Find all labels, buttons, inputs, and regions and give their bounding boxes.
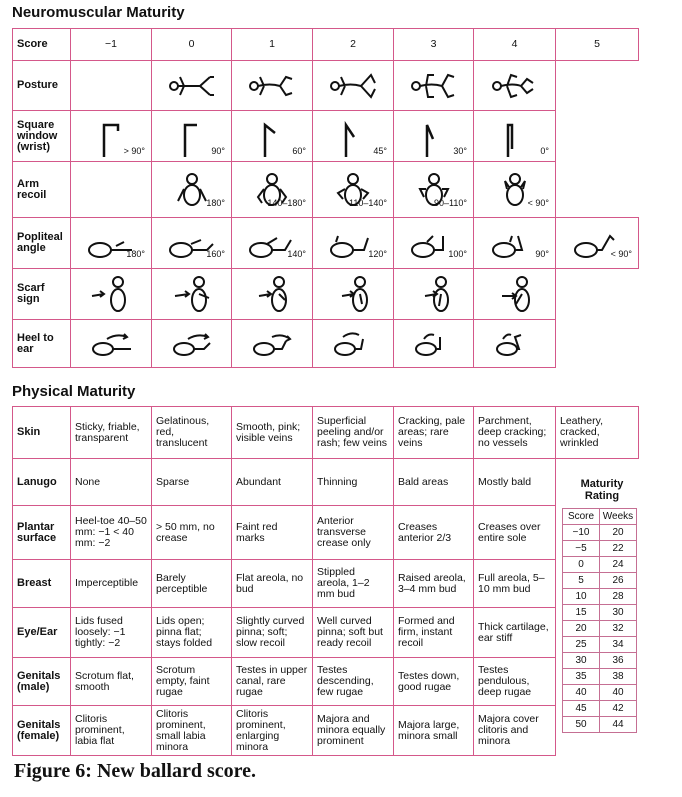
- posture-cell: [474, 61, 556, 111]
- angle-annotation: 110–140°: [349, 197, 387, 208]
- scarf-sign-cell: [394, 269, 474, 320]
- plantar-label: Plantar surface: [13, 506, 71, 560]
- heel-to-ear-row: [13, 320, 639, 368]
- wrist-figure: [257, 119, 287, 159]
- arm-recoil-cell: [556, 162, 639, 218]
- angle-annotation: 30°: [453, 145, 467, 156]
- genitals-female-label: Genitals (female): [13, 706, 71, 756]
- maturity-score: 15: [563, 605, 600, 621]
- maturity-row: [563, 573, 637, 589]
- figure-caption: Figure 6: New ballard score.: [14, 760, 257, 782]
- heel-to-ear-cell: [152, 320, 232, 368]
- arm-recoil-label: Arm recoil: [13, 162, 71, 218]
- popliteal-cell: [71, 218, 152, 269]
- wrist-figure: [338, 119, 368, 159]
- scarf-sign-row: [13, 269, 639, 320]
- lanugo-cell: Abundant: [232, 459, 313, 506]
- maturity-row: [563, 589, 637, 605]
- neuromuscular-title: Neuromuscular Maturity: [12, 4, 185, 21]
- maturity-score: 20: [563, 621, 600, 637]
- maturity-weeks: 26: [600, 573, 637, 589]
- arm-recoil-cell: [313, 162, 394, 218]
- score-label: Score: [13, 29, 71, 61]
- popliteal-cell: [556, 218, 639, 269]
- popliteal-label: Popliteal angle: [13, 218, 71, 269]
- physical-maturity-table: [12, 406, 639, 756]
- plantar-cell: Faint red marks: [232, 506, 313, 560]
- posture-cell: [152, 61, 232, 111]
- scarf-figure: [330, 274, 376, 314]
- posture-figure: [246, 71, 298, 101]
- scarf-sign-cell: [313, 269, 394, 320]
- eye-ear-cell: Formed and firm, instant recoil: [394, 608, 474, 658]
- posture-figure: [408, 71, 460, 101]
- plantar-cell: Creases over entire sole: [474, 506, 556, 560]
- lanugo-cell: Thinning: [313, 459, 394, 506]
- genitals-male-label: Genitals (male): [13, 658, 71, 706]
- maturity-weeks: 24: [600, 557, 637, 573]
- physical-title: Physical Maturity: [12, 383, 136, 400]
- wrist-figure: [419, 119, 449, 159]
- skin-row: [13, 407, 639, 459]
- score-5: 5: [556, 29, 639, 61]
- genitals-female-cell: Clitoris prominent, labia flat: [71, 706, 152, 756]
- popliteal-cell: [152, 218, 232, 269]
- maturity-row: [563, 621, 637, 637]
- posture-cell: [313, 61, 394, 111]
- square-window-cell: [313, 111, 394, 162]
- square-window-cell: [232, 111, 313, 162]
- maturity-score: −5: [563, 541, 600, 557]
- genitals-female-cell: Majora large, minora small: [394, 706, 474, 756]
- square-window-cell: [474, 111, 556, 162]
- angle-annotation: 45°: [373, 145, 387, 156]
- plantar-cell: Heel-toe 40–50 mm: −1 < 40 mm: −2: [71, 506, 152, 560]
- lanugo-cell: Sparse: [152, 459, 232, 506]
- genitals-male-cell: Scrotum empty, faint rugae: [152, 658, 232, 706]
- maturity-row: [563, 637, 637, 653]
- angle-annotation: > 90°: [123, 145, 145, 156]
- skin-cell: Parchment, deep cracking; no vessels: [474, 407, 556, 459]
- maturity-score: 10: [563, 589, 600, 605]
- breast-cell: Flat areola, no bud: [232, 560, 313, 608]
- genitals-female-cell: Majora cover clitoris and minora: [474, 706, 556, 756]
- skin-cell: Cracking, pale areas; rare veins: [394, 407, 474, 459]
- arm-recoil-figure: [174, 171, 210, 211]
- angle-annotation: 120°: [368, 249, 387, 259]
- skin-cell: Leathery, cracked, wrinkled: [556, 407, 639, 459]
- posture-cell: [394, 61, 474, 111]
- heel-to-ear-figure: [87, 329, 135, 359]
- maturity-row: [563, 669, 637, 685]
- posture-row: [13, 61, 639, 111]
- maturity-weeks: 42: [600, 701, 637, 717]
- maturity-rating-title: Maturity Rating: [580, 478, 624, 502]
- scarf-figure: [249, 274, 295, 314]
- score-4: 4: [474, 29, 556, 61]
- maturity-weeks: 30: [600, 605, 637, 621]
- square-window-label: Square window (wrist): [13, 111, 71, 162]
- skin-cell: Gelatinous, red, translucent: [152, 407, 232, 459]
- posture-cell: [232, 61, 313, 111]
- maturity-row: [563, 605, 637, 621]
- scarf-sign-cell: [232, 269, 313, 320]
- popliteal-cell: [474, 218, 556, 269]
- angle-annotation: 90°: [211, 145, 225, 156]
- heel-to-ear-cell: [556, 320, 639, 368]
- maturity-weeks: 28: [600, 589, 637, 605]
- eye-ear-row: [13, 608, 639, 658]
- plantar-cell: Creases anterior 2/3: [394, 506, 474, 560]
- square-window-cell: [394, 111, 474, 162]
- maturity-score: −10: [563, 525, 600, 541]
- genitals-male-cell: Scrotum flat, smooth: [71, 658, 152, 706]
- lanugo-cell: Mostly bald: [474, 459, 556, 506]
- maturity-row: [563, 701, 637, 717]
- maturity-row: [563, 653, 637, 669]
- posture-label: Posture: [13, 61, 71, 111]
- maturity-weeks: 44: [600, 717, 637, 733]
- square-window-cell: [71, 111, 152, 162]
- angle-annotation: 90–110°: [434, 197, 467, 208]
- scarf-sign-cell: [474, 269, 556, 320]
- skin-label: Skin: [13, 407, 71, 459]
- maturity-score: 45: [563, 701, 600, 717]
- wrist-figure: [177, 119, 207, 159]
- maturity-weeks: 32: [600, 621, 637, 637]
- angle-annotation: 60°: [292, 145, 306, 156]
- arm-recoil-cell: [232, 162, 313, 218]
- posture-cell: [71, 61, 152, 111]
- scarf-sign-cell: [71, 269, 152, 320]
- arm-recoil-cell: [71, 162, 152, 218]
- arm-recoil-row: [13, 162, 639, 218]
- maturity-row: [563, 685, 637, 701]
- angle-annotation: 160°: [206, 249, 225, 259]
- genitals-female-row: [13, 706, 639, 756]
- score-2: 2: [313, 29, 394, 61]
- breast-row: [13, 560, 639, 608]
- heel-to-ear-cell: [394, 320, 474, 368]
- square-window-cell: [556, 111, 639, 162]
- skin-cell: Superficial peeling and/or rash; few veins: [313, 407, 394, 459]
- maturity-weeks: 34: [600, 637, 637, 653]
- heel-to-ear-figure: [168, 329, 216, 359]
- maturity-score-header: Score: [563, 509, 600, 525]
- scarf-sign-cell: [152, 269, 232, 320]
- genitals-male-cell: Testes in upper canal, rare rugae: [232, 658, 313, 706]
- maturity-score: 0: [563, 557, 600, 573]
- lanugo-label: Lanugo: [13, 459, 71, 506]
- genitals-male-cell: Testes descending, few rugae: [313, 658, 394, 706]
- popliteal-cell: [394, 218, 474, 269]
- heel-to-ear-figure: [248, 329, 296, 359]
- wrist-figure: [96, 119, 126, 159]
- angle-annotation: 0°: [540, 145, 549, 156]
- plantar-row: [13, 506, 639, 560]
- lanugo-cell: None: [71, 459, 152, 506]
- heel-to-ear-figure: [491, 329, 539, 359]
- maturity-score: 35: [563, 669, 600, 685]
- neuromuscular-table: [12, 28, 639, 368]
- maturity-score: 50: [563, 717, 600, 733]
- skin-cell: Sticky, friable, transparent: [71, 407, 152, 459]
- breast-cell: Imperceptible: [71, 560, 152, 608]
- score-row: [13, 29, 639, 61]
- scarf-figure: [411, 274, 457, 314]
- eye-ear-label: Eye/Ear: [13, 608, 71, 658]
- breast-label: Breast: [13, 560, 71, 608]
- plantar-cell: Anterior transverse crease only: [313, 506, 394, 560]
- posture-figure: [166, 71, 218, 101]
- angle-annotation: 180°: [126, 249, 145, 259]
- lanugo-cell: Bald areas: [394, 459, 474, 506]
- breast-cell: Stippled areola, 1–2 mm bud: [313, 560, 394, 608]
- breast-cell: Full areola, 5–10 mm bud: [474, 560, 556, 608]
- heel-to-ear-cell: [232, 320, 313, 368]
- maturity-rating-table: [562, 508, 637, 733]
- square-window-row: [13, 111, 639, 162]
- heel-to-ear-label: Heel to ear: [13, 320, 71, 368]
- heel-to-ear-cell: [474, 320, 556, 368]
- eye-ear-cell: Well curved pinna; soft but ready recoil: [313, 608, 394, 658]
- heel-to-ear-cell: [71, 320, 152, 368]
- genitals-female-cell: Clitoris prominent, small labia minora: [152, 706, 232, 756]
- heel-to-ear-cell: [313, 320, 394, 368]
- maturity-weeks-header: Weeks: [600, 509, 637, 525]
- genitals-female-cell: Majora and minora equally prominent: [313, 706, 394, 756]
- eye-ear-cell: Thick cartilage, ear stiff: [474, 608, 556, 658]
- wrist-figure: [500, 119, 530, 159]
- maturity-row: [563, 525, 637, 541]
- posture-cell: [556, 61, 639, 111]
- heel-to-ear-figure: [329, 329, 377, 359]
- scarf-sign-label: Scarf sign: [13, 269, 71, 320]
- angle-annotation: 100°: [448, 249, 467, 259]
- breast-cell: Barely perceptible: [152, 560, 232, 608]
- genitals-male-row: [13, 658, 639, 706]
- angle-annotation: 180°: [206, 197, 225, 208]
- maturity-row: [563, 557, 637, 573]
- maturity-weeks: 20: [600, 525, 637, 541]
- maturity-header-row: [563, 509, 637, 525]
- scarf-figure: [88, 274, 134, 314]
- scarf-figure: [169, 274, 215, 314]
- genitals-male-cell: Testes pendulous, deep rugae: [474, 658, 556, 706]
- popliteal-cell: [313, 218, 394, 269]
- plantar-cell: > 50 mm, no crease: [152, 506, 232, 560]
- genitals-female-cell: Clitoris prominent, enlarging minora: [232, 706, 313, 756]
- angle-annotation: 140–180°: [267, 197, 306, 208]
- arm-recoil-cell: [152, 162, 232, 218]
- eye-ear-cell: Lids fused loosely: −1 tightly: −2: [71, 608, 152, 658]
- score-1: 1: [232, 29, 313, 61]
- maturity-weeks: 40: [600, 685, 637, 701]
- heel-to-ear-figure: [410, 329, 458, 359]
- square-window-cell: [152, 111, 232, 162]
- eye-ear-cell: Lids open; pinna flat; stays folded: [152, 608, 232, 658]
- scarf-sign-cell: [556, 269, 639, 320]
- maturity-weeks: 36: [600, 653, 637, 669]
- maturity-weeks: 38: [600, 669, 637, 685]
- angle-annotation: < 90°: [610, 249, 632, 259]
- arm-recoil-cell: [474, 162, 556, 218]
- angle-annotation: 90°: [535, 249, 549, 259]
- lanugo-row: [13, 459, 639, 506]
- popliteal-figure: [490, 232, 540, 262]
- popliteal-row: [13, 218, 639, 269]
- angle-annotation: < 90°: [527, 197, 549, 208]
- maturity-row: [563, 717, 637, 733]
- maturity-score: 25: [563, 637, 600, 653]
- angle-annotation: 140°: [287, 249, 306, 259]
- score-minus1: −1: [71, 29, 152, 61]
- breast-cell: Raised areola, 3–4 mm bud: [394, 560, 474, 608]
- score-0: 0: [152, 29, 232, 61]
- eye-ear-cell: Slightly curved pinna; soft; slow recoil: [232, 608, 313, 658]
- maturity-score: 40: [563, 685, 600, 701]
- popliteal-cell: [232, 218, 313, 269]
- scarf-figure: [492, 274, 538, 314]
- score-3: 3: [394, 29, 474, 61]
- maturity-score: 5: [563, 573, 600, 589]
- maturity-weeks: 22: [600, 541, 637, 557]
- maturity-score: 30: [563, 653, 600, 669]
- genitals-male-cell: Testes down, good rugae: [394, 658, 474, 706]
- skin-cell: Smooth, pink; visible veins: [232, 407, 313, 459]
- posture-figure: [327, 71, 379, 101]
- posture-figure: [489, 71, 541, 101]
- maturity-row: [563, 541, 637, 557]
- arm-recoil-cell: [394, 162, 474, 218]
